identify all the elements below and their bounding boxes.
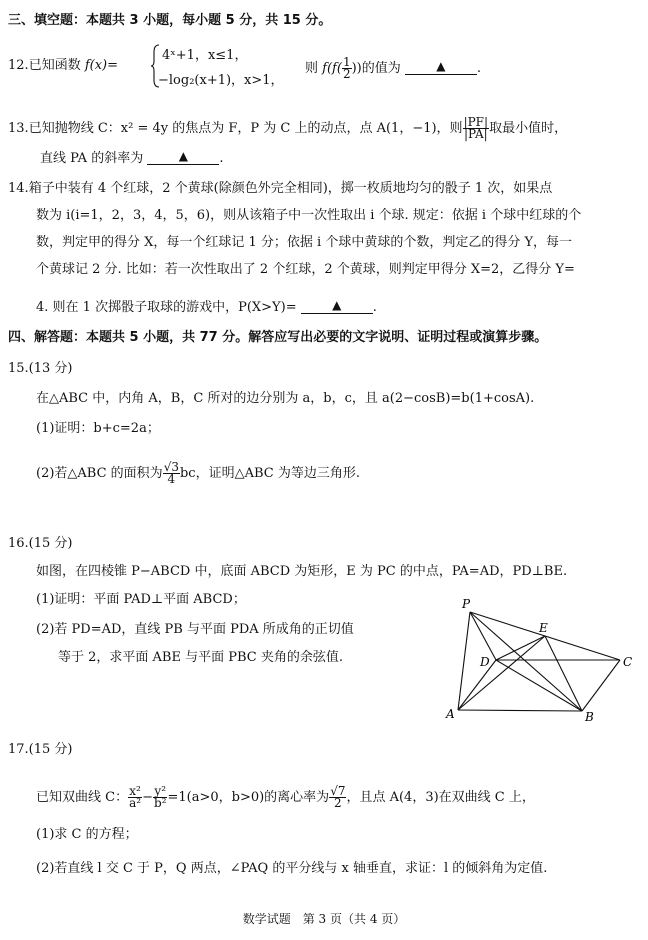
segment-AE — [458, 636, 545, 710]
q13-text1-end: 取最小值时， — [489, 121, 568, 136]
q17-y2: y² — [154, 784, 167, 798]
q13-blank-triangle: ▲ — [178, 149, 188, 163]
label-C: C — [623, 655, 633, 669]
q13-line2 — [40, 150, 224, 168]
q14-text5: 4. 则在 1 次掷骰子取球的游戏中，P(X>Y)= — [36, 300, 297, 315]
q12-end: . — [476, 61, 482, 76]
q13-text2: 直线 PA 的斜率为 — [40, 151, 144, 166]
q12-ff: f(f( — [322, 61, 342, 76]
q13-number: 13. — [8, 121, 29, 136]
section4-heading: 四、解答题：本题共 5 小题，共 77 分。解答应写出必要的文字说明、证明过程或演算步骤。 — [8, 330, 548, 345]
q15-part2-pre: (2)若△ABC 的面积为 — [36, 466, 163, 481]
q12-lead: 已知函数 — [28, 58, 81, 73]
q15-area-num: √3 — [163, 460, 179, 474]
q14-text1: 箱子中装有 4 个红球，2 个黄球(除颜色外完全相同)，掷一枚质地均匀的骰子 1 次，如果点 — [28, 181, 553, 196]
q15-header: 15.(13 分) — [8, 361, 73, 376]
q12-blank-triangle: ▲ — [436, 59, 446, 73]
q13-text1: 已知抛物线 C：x² = 4y 的焦点为 F，P 为 C 上的动点，点 A(1，−1)，则 — [28, 121, 463, 136]
q12-answer-blank — [405, 59, 477, 75]
q17-header: 17.(15 分) — [8, 742, 73, 757]
q13-end: . — [219, 151, 224, 166]
q13-ratio — [463, 117, 490, 140]
q12-fx: f(x)= — [84, 58, 119, 73]
q14-line3: 数，判定甲的得分 X，每一个红球记 1 分；依据 i 个球中黄球的个数，判定乙的得分 Y，每一 — [36, 235, 573, 250]
q17-part1: (1)求 C 的方程； — [36, 827, 138, 842]
q14-blank-triangle: ▲ — [332, 298, 342, 312]
label-D: D — [480, 655, 490, 669]
q17-e-den: 2 — [334, 796, 342, 810]
label-B: B — [585, 710, 594, 724]
q12-half — [342, 57, 352, 80]
q12 — [8, 57, 118, 75]
q17-b2: b² — [153, 796, 167, 810]
label-E: E — [539, 621, 548, 635]
q16-part2a: (2)若 PD=AD，直线 PB 与平面 PDA 所成角的正切值 — [36, 622, 354, 637]
q17-minus: − — [142, 790, 153, 805]
label-A: A — [446, 707, 455, 721]
edge-AB — [458, 710, 582, 711]
q12-number: 12. — [8, 58, 29, 73]
q12-tail — [305, 57, 481, 80]
q15-stem: 在△ABC 中，内角 A，B，C 所对的边分别为 a，b，c，且 a(2−cosB)=b(1+cosA). — [36, 391, 535, 406]
q13-ratio-den: |PA| — [463, 127, 488, 141]
q17-x-term — [128, 786, 142, 809]
q12-ffpost: ))的值为 — [351, 61, 401, 76]
q14-line5 — [36, 299, 377, 317]
edge-PA — [458, 612, 470, 710]
q16-part1: (1)证明：平面 PAD⊥平面 ABCD； — [36, 592, 246, 607]
q12-then: 则 — [305, 61, 319, 76]
section3-heading: 三、填空题：本题共 3 小题，每小题 5 分，共 15 分。 — [8, 13, 332, 28]
q17-stem-mid: =1(a>0，b>0)的离心率为 — [167, 790, 330, 805]
q14-line2: 数为 i(i=1，2，3，4，5，6)，则从该箱子中一次性取出 i 个球. 规定：依据 i 个球中红球的个 — [36, 208, 582, 223]
q15-part1: (1)证明：b+c=2a； — [36, 421, 160, 436]
q14-answer-blank — [301, 298, 373, 314]
q13-answer-blank — [147, 149, 219, 165]
q15-part2-post: bc，证明△ABC 为等边三角形. — [179, 466, 360, 481]
q16-header: 16.(15 分) — [8, 536, 73, 551]
edge-BC — [582, 660, 620, 711]
q17-eccentricity — [329, 786, 346, 809]
q16-pyramid-figure — [440, 596, 640, 726]
page-footer: 数学试题 第 3 页（共 4 页） — [242, 912, 406, 926]
label-P: P — [462, 597, 471, 611]
q16-part2b: 等于 2，求平面 ABE 与平面 PBC 夹角的余弦值. — [58, 650, 343, 665]
q17-e-num: √7 — [330, 784, 346, 798]
q17-stem-pre: 已知双曲线 C： — [36, 790, 129, 805]
q14-end: . — [372, 300, 377, 315]
q12-case1: 4ˣ+1，x≤1， — [162, 48, 248, 63]
q14-line4: 个黄球记 2 分. 比如：若一次性取出了 2 个红球，2 个黄球，则判定甲得分 X=2，乙得分 Y= — [36, 262, 575, 277]
q12-half-den: 2 — [342, 67, 351, 81]
q14-number: 14. — [8, 181, 29, 196]
q17-stem — [36, 786, 535, 809]
q17-stem-post: ，且点 A(4，3)在双曲线 C 上， — [346, 790, 535, 805]
q15-area-den: 4 — [167, 472, 176, 486]
q15-area-fraction — [163, 462, 180, 485]
q17-a2: a² — [129, 796, 142, 810]
q12-case2: −log₂(x+1)，x>1， — [158, 73, 284, 88]
q12-half-num: 1 — [342, 55, 351, 69]
q16-stem: 如图，在四棱锥 P−ABCD 中，底面 ABCD 为矩形，E 为 PC 的中点，PA=AD，PD⊥BE. — [36, 564, 568, 579]
q17-x2: x² — [129, 784, 141, 798]
q13-line1 — [8, 117, 567, 140]
q17-part2: (2)若直线 l 交 C 于 P，Q 两点，∠PAQ 的平分线与 x 轴垂直，求证：l 的倾斜角为定值. — [36, 861, 548, 876]
q14-line1 — [8, 180, 552, 198]
q17-y-term — [153, 786, 168, 809]
q15-part2 — [36, 462, 360, 485]
q13-ratio-num: |PF| — [463, 115, 489, 129]
